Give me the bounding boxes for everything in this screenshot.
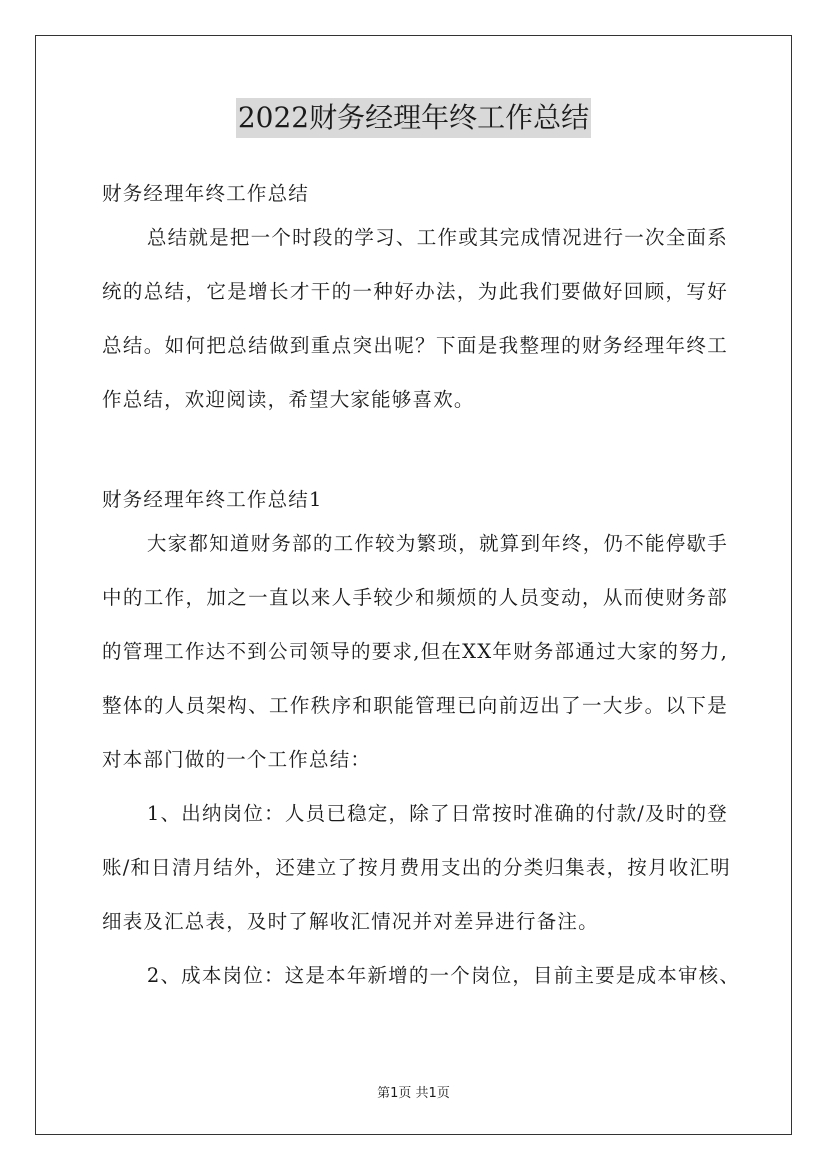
- page-footer: 第1页 共1页: [377, 1086, 450, 1101]
- paragraph-line: 对本部门做的一个工作总结：: [102, 748, 372, 771]
- paragraph-line: 中的工作，加之一直以来人手较少和频烦的人员变动，从而使财务部: [102, 586, 728, 609]
- list-item-line: 细表及汇总表，及时了解收汇情况并对差异进行备注。: [102, 910, 599, 933]
- section-heading: 财务经理年终工作总结: [102, 182, 310, 205]
- paragraph-line: 总结就是把一个时段的学习、工作或其完成情况进行一次全面系: [146, 226, 728, 249]
- section-heading: 财务经理年终工作总结1: [102, 488, 323, 511]
- paragraph-line: 的管理工作达不到公司领导的要求,但在XX年财务部通过大家的努力,: [102, 640, 728, 663]
- list-item-line: 账/和日清月结外，还建立了按月费用支出的分类归集表，按月收汇明: [102, 856, 731, 879]
- title-container: [0, 98, 827, 138]
- paragraph-line: 作总结，欢迎阅读，希望大家能够喜欢。: [102, 388, 475, 411]
- paragraph-line: 整体的人员架构、工作秩序和职能管理已向前迈出了一大步。以下是: [102, 694, 728, 717]
- paragraph-line: 大家都知道财务部的工作较为繁琐，就算到年终，仍不能停歇手: [146, 532, 728, 555]
- paragraph-line: 统的总结，它是增长才干的一种好办法，为此我们要做好回顾，写好: [102, 280, 728, 303]
- list-item-line: 2、成本岗位：这是本年新增的一个岗位，目前主要是成本审核、: [146, 964, 741, 987]
- document-title: 2022财务经理年终工作总结: [236, 98, 591, 138]
- document-body: [102, 176, 741, 994]
- list-item-line: 1、出纳岗位：人员已稳定，除了日常按时准确的付款/及时的登: [146, 802, 728, 825]
- paragraph-line: 总结。如何把总结做到重点突出呢？下面是我整理的财务经理年终工: [102, 334, 728, 357]
